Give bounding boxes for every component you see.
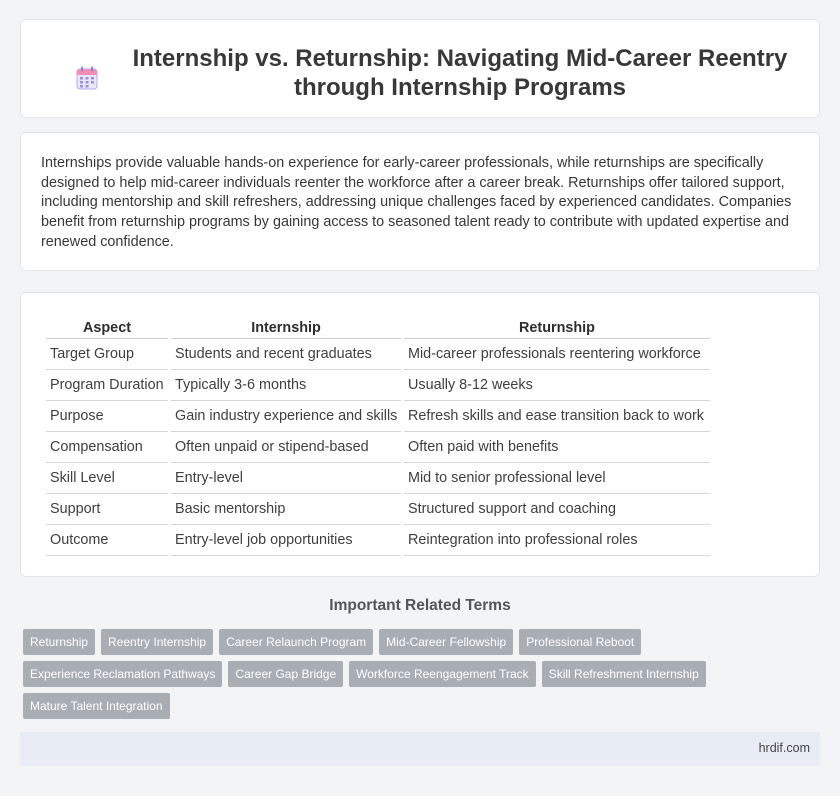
aspect-cell: Program Duration xyxy=(46,370,168,401)
table-row xyxy=(46,370,710,401)
returnship-cell: Mid-career professionals reentering workforce xyxy=(404,339,710,370)
calendar-icon xyxy=(76,66,98,90)
returnship-cell: Mid to senior professional level xyxy=(404,463,710,494)
related-term-tag[interactable]: Skill Refreshment Internship xyxy=(542,661,706,687)
related-term-tag[interactable]: Career Gap Bridge xyxy=(228,661,343,687)
returnship-cell: Structured support and coaching xyxy=(404,494,710,525)
returnship-cell: Often paid with benefits xyxy=(404,432,710,463)
footer xyxy=(20,732,820,766)
related-term-tag[interactable]: Professional Reboot xyxy=(519,629,641,655)
aspect-cell: Support xyxy=(46,494,168,525)
returnship-cell: Usually 8-12 weeks xyxy=(404,370,710,401)
aspect-cell: Target Group xyxy=(46,339,168,370)
header-returnship: Returnship xyxy=(404,313,710,339)
aspect-cell: Outcome xyxy=(46,525,168,556)
table-row xyxy=(46,339,710,370)
internship-cell: Typically 3-6 months xyxy=(171,370,401,401)
table-row xyxy=(46,401,710,432)
internship-cell: Entry-level xyxy=(171,463,401,494)
title-card xyxy=(20,19,820,118)
returnship-cell: Refresh skills and ease transition back to work xyxy=(404,401,710,432)
aspect-cell: Skill Level xyxy=(46,463,168,494)
internship-cell: Basic mentorship xyxy=(171,494,401,525)
related-term-tag[interactable]: Returnship xyxy=(23,629,95,655)
comparison-table xyxy=(43,313,713,556)
table-row xyxy=(46,432,710,463)
footer-site-link[interactable]: hrdif.com xyxy=(758,741,810,755)
related-terms-list xyxy=(23,629,783,719)
internship-cell: Entry-level job opportunities xyxy=(171,525,401,556)
internship-cell: Students and recent graduates xyxy=(171,339,401,370)
related-term-tag[interactable]: Experience Reclamation Pathways xyxy=(23,661,222,687)
internship-cell: Gain industry experience and skills xyxy=(171,401,401,432)
table-row xyxy=(46,494,710,525)
related-terms-title: Important Related Terms xyxy=(329,597,511,614)
header-aspect: Aspect xyxy=(46,313,168,339)
page-title: Internship vs. Returnship: Navigating Mid-Career Reentry through Internship Programs xyxy=(132,45,788,101)
comparison-card xyxy=(20,292,820,577)
returnship-cell: Reintegration into professional roles xyxy=(404,525,710,556)
internship-cell: Often unpaid or stipend-based xyxy=(171,432,401,463)
aspect-cell: Compensation xyxy=(46,432,168,463)
related-term-tag[interactable]: Reentry Internship xyxy=(101,629,213,655)
intro-paragraph: Internships provide valuable hands-on experience for early-career professionals, while returnships are specifically designed to help mid-career individuals reenter the workforce after a career break. Returnships offer tailored support, including mentorship and skill refreshers, addressing unique challenges faced by experienced candidates. Companies benefit from returnship programs by gaining access to seasoned talent ready to contribute with updated expertise and renewed confidence. xyxy=(41,155,792,250)
table-row xyxy=(46,463,710,494)
aspect-cell: Purpose xyxy=(46,401,168,432)
related-term-tag[interactable]: Mid-Career Fellowship xyxy=(379,629,513,655)
table-row xyxy=(46,525,710,556)
header-internship: Internship xyxy=(171,313,401,339)
table-header-row xyxy=(46,313,710,339)
intro-card xyxy=(20,132,820,271)
related-term-tag[interactable]: Workforce Reengagement Track xyxy=(349,661,536,687)
related-term-tag[interactable]: Career Relaunch Program xyxy=(219,629,373,655)
related-term-tag[interactable]: Mature Talent Integration xyxy=(23,693,170,719)
